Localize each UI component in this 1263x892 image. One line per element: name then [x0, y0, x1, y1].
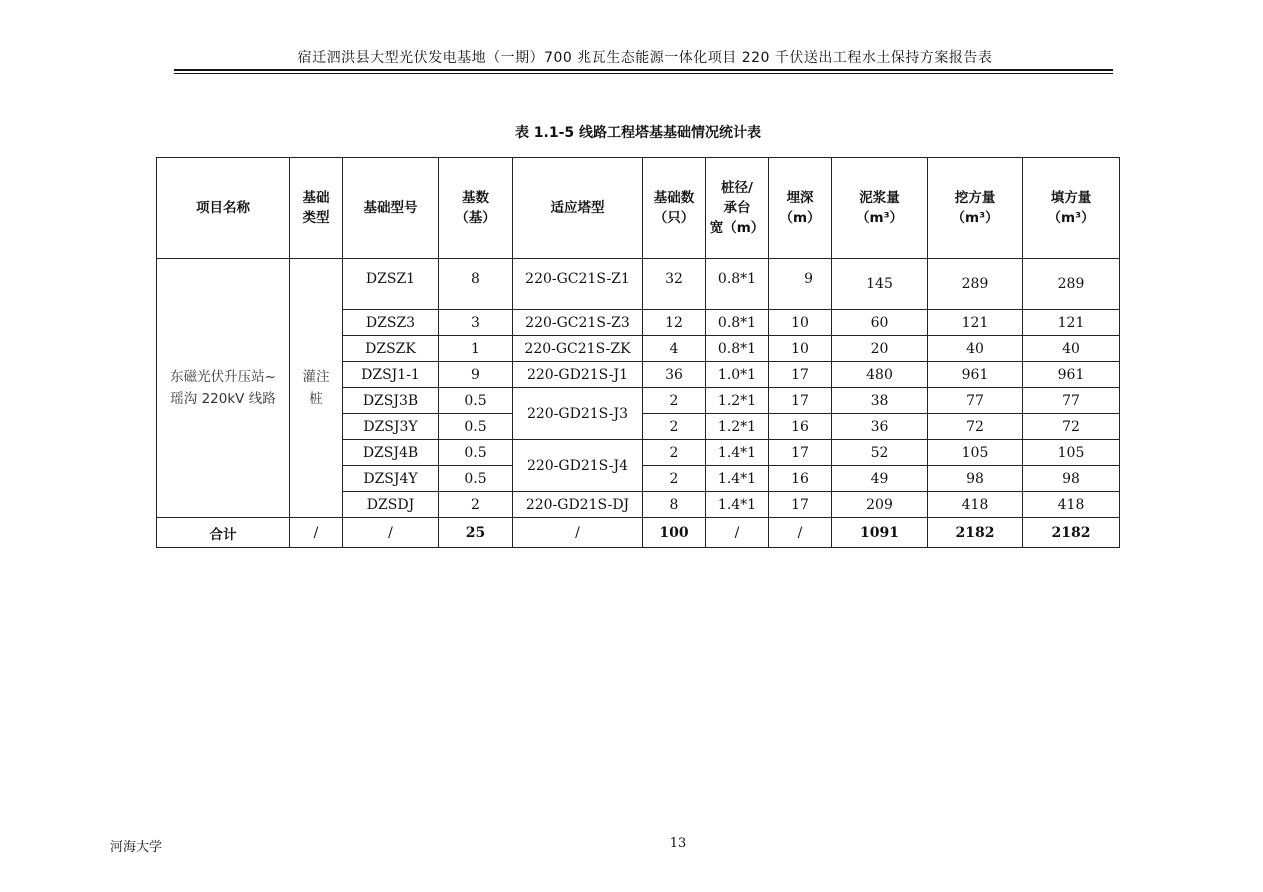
col-header-foundation-model: 基础型号: [343, 158, 439, 259]
pile-diameter-cell: 0.8*1: [706, 310, 769, 336]
header-rule-thin: [174, 73, 1113, 74]
foundation-model-cell: DZSDJ: [343, 492, 439, 518]
total-burial-depth: /: [769, 518, 832, 548]
mud-volume-cell: 480: [832, 362, 928, 388]
foundation-number-cell: 12: [643, 310, 706, 336]
fill-volume-cell: 289: [1023, 259, 1120, 310]
cut-volume-cell: 121: [928, 310, 1023, 336]
foundation-model-cell: DZSZ3: [343, 310, 439, 336]
table-row: [157, 259, 1120, 310]
mud-volume-cell: 145: [832, 259, 928, 310]
tower-type-cell: 220-GD21S-DJ: [513, 492, 643, 518]
mud-volume-cell: 209: [832, 492, 928, 518]
col-header-foundation-type: 基础 类型: [290, 158, 343, 259]
burial-depth-cell: 16: [769, 414, 832, 440]
fill-volume-cell: 105: [1023, 440, 1120, 466]
pile-diameter-cell: 1.0*1: [706, 362, 769, 388]
total-mud-volume: 1091: [832, 518, 928, 548]
burial-depth-cell: 9: [769, 259, 832, 310]
foundation-number-cell: 2: [643, 388, 706, 414]
base-count-cell: 0.5: [439, 440, 513, 466]
foundation-model-cell: DZSJ1-1: [343, 362, 439, 388]
burial-depth-cell: 16: [769, 466, 832, 492]
cut-volume-cell: 72: [928, 414, 1023, 440]
tower-foundation-table: [156, 157, 1120, 548]
col-header-tower-type: 适应塔型: [513, 158, 643, 259]
table-total-row: [157, 518, 1120, 548]
foundation-number-cell: 2: [643, 414, 706, 440]
col-header-foundation-number: 基础数 （只）: [643, 158, 706, 259]
cut-volume-cell: 289: [928, 259, 1023, 310]
cut-volume-cell: 105: [928, 440, 1023, 466]
tower-type-cell: 220-GC21S-Z3: [513, 310, 643, 336]
cut-volume-cell: 77: [928, 388, 1023, 414]
header-rule-thick: [174, 69, 1113, 71]
fill-volume-cell: 40: [1023, 336, 1120, 362]
foundation-model-cell: DZSJ3Y: [343, 414, 439, 440]
fill-volume-cell: 961: [1023, 362, 1120, 388]
pile-diameter-cell: 1.4*1: [706, 492, 769, 518]
fill-volume-cell: 121: [1023, 310, 1120, 336]
foundation-number-cell: 2: [643, 466, 706, 492]
burial-depth-cell: 10: [769, 310, 832, 336]
cut-volume-cell: 40: [928, 336, 1023, 362]
mud-volume-cell: 52: [832, 440, 928, 466]
base-count-cell: 0.5: [439, 466, 513, 492]
tower-type-cell: 220-GD21S-J4: [513, 440, 643, 492]
tower-type-cell: 220-GC21S-Z1: [513, 259, 643, 310]
burial-depth-cell: 17: [769, 492, 832, 518]
table-caption: 表 1.1-5 线路工程塔基基础情况统计表: [514, 125, 762, 141]
mud-volume-cell: 20: [832, 336, 928, 362]
table-header-row: [157, 158, 1120, 259]
total-foundation-model: /: [343, 518, 439, 548]
mud-volume-cell: 60: [832, 310, 928, 336]
total-label: 合计: [157, 518, 290, 548]
col-header-pile-diameter: 桩径/ 承台 宽（m）: [706, 158, 769, 259]
col-header-base-count: 基数 （基）: [439, 158, 513, 259]
cut-volume-cell: 418: [928, 492, 1023, 518]
mud-volume-cell: 49: [832, 466, 928, 492]
pile-diameter-cell: 1.4*1: [706, 466, 769, 492]
col-header-fill-volume: 填方量 （m³）: [1023, 158, 1120, 259]
total-tower-type: /: [513, 518, 643, 548]
pile-diameter-cell: 0.8*1: [706, 259, 769, 310]
base-count-cell: 2: [439, 492, 513, 518]
pile-diameter-cell: 1.4*1: [706, 440, 769, 466]
base-count-cell: 0.5: [439, 414, 513, 440]
cut-volume-cell: 98: [928, 466, 1023, 492]
fill-volume-cell: 418: [1023, 492, 1120, 518]
pile-diameter-cell: 1.2*1: [706, 388, 769, 414]
total-foundation-number: 100: [643, 518, 706, 548]
burial-depth-cell: 17: [769, 362, 832, 388]
total-cut-volume: 2182: [928, 518, 1023, 548]
foundation-number-cell: 8: [643, 492, 706, 518]
cut-volume-cell: 961: [928, 362, 1023, 388]
tower-type-cell: 220-GC21S-ZK: [513, 336, 643, 362]
base-count-cell: 1: [439, 336, 513, 362]
base-count-cell: 3: [439, 310, 513, 336]
burial-depth-cell: 17: [769, 388, 832, 414]
page-number: 13: [669, 836, 687, 851]
footer-organization: 河海大学: [110, 840, 163, 855]
foundation-model-cell: DZSJ3B: [343, 388, 439, 414]
fill-volume-cell: 77: [1023, 388, 1120, 414]
mud-volume-cell: 36: [832, 414, 928, 440]
burial-depth-cell: 10: [769, 336, 832, 362]
total-foundation-type: /: [290, 518, 343, 548]
col-header-mud-volume: 泥浆量 （m³）: [832, 158, 928, 259]
foundation-number-cell: 36: [643, 362, 706, 388]
col-header-project-name: 项目名称: [157, 158, 290, 259]
total-fill-volume: 2182: [1023, 518, 1120, 548]
report-header-title: 宿迁泗洪县大型光伏发电基地（一期）700 兆瓦生态能源一体化项目 220 千伏送出工程水土保持方案报告表: [297, 50, 993, 66]
mud-volume-cell: 38: [832, 388, 928, 414]
total-pile-diameter: /: [706, 518, 769, 548]
fill-volume-cell: 98: [1023, 466, 1120, 492]
base-count-cell: 0.5: [439, 388, 513, 414]
foundation-model-cell: DZSZ1: [343, 259, 439, 310]
foundation-number-cell: 4: [643, 336, 706, 362]
tower-type-cell: 220-GD21S-J1: [513, 362, 643, 388]
project-name-cell: 东磁光伏升压站~瑶沟 220kV 线路: [157, 259, 290, 518]
fill-volume-cell: 72: [1023, 414, 1120, 440]
base-count-cell: 9: [439, 362, 513, 388]
base-count-cell: 8: [439, 259, 513, 310]
tower-type-cell: 220-GD21S-J3: [513, 388, 643, 440]
foundation-type-cell: 灌注 桩: [290, 259, 343, 518]
col-header-burial-depth: 埋深 （m）: [769, 158, 832, 259]
foundation-model-cell: DZSJ4Y: [343, 466, 439, 492]
foundation-number-cell: 32: [643, 259, 706, 310]
foundation-model-cell: DZSZK: [343, 336, 439, 362]
burial-depth-cell: 17: [769, 440, 832, 466]
pile-diameter-cell: 0.8*1: [706, 336, 769, 362]
foundation-model-cell: DZSJ4B: [343, 440, 439, 466]
col-header-cut-volume: 挖方量 （m³）: [928, 158, 1023, 259]
foundation-number-cell: 2: [643, 440, 706, 466]
total-base-count: 25: [439, 518, 513, 548]
pile-diameter-cell: 1.2*1: [706, 414, 769, 440]
